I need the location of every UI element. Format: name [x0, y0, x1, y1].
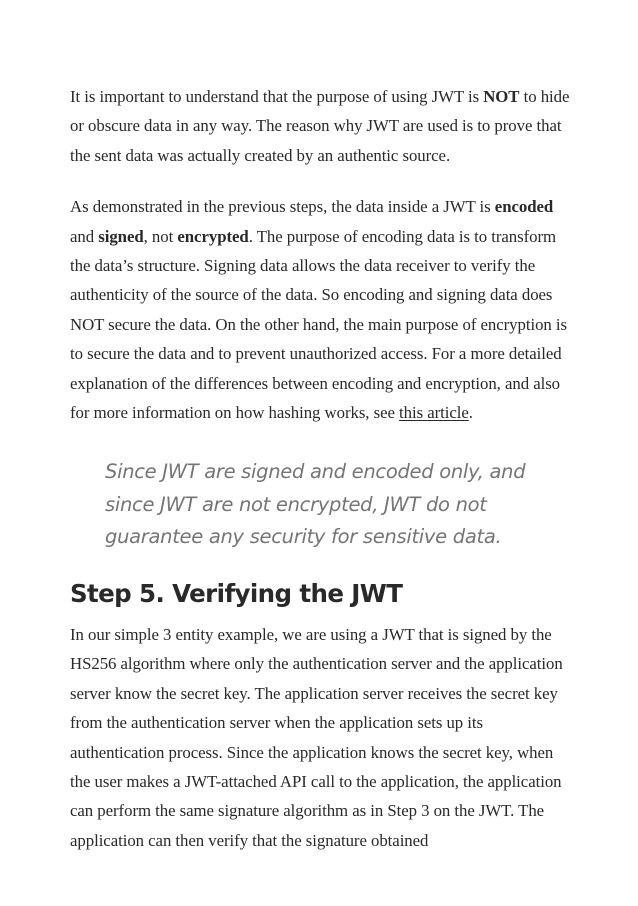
emphasis-signed: signed: [98, 226, 144, 246]
pull-quote: Since JWT are signed and encoded only, and since JWT are not encrypted, JWT do not guarantee any security for sensitive data.: [105, 460, 526, 549]
text: to hide or obscure data in any way. The reason why JWT are used is to prove that the sent data was actually created by an authentic source.: [70, 87, 570, 165]
text: .: [468, 403, 473, 423]
this-article-link[interactable]: this article: [399, 403, 469, 423]
section-heading: Step 5. Verifying the JWT: [70, 578, 403, 608]
emphasis-encoded: encoded: [494, 197, 554, 217]
paragraph-verifying-jwt: In our simple 3 entity example, we are using a JWT that is signed by the HS256 algorithm where only the authentication server and the application server know the secret key. The application server receives the secret key from the authentication server when the application sets up its authentication process. Since the application knows the secret key, when the user makes a JWT-attached API call to the application, the application can perform the same signature algorithm as in Step 3 on the JWT. The application can then verify that the signature obtained: [70, 624, 563, 850]
paragraph-encoding-vs-encryption: [70, 192, 575, 427]
emphasis-not: NOT: [483, 87, 520, 106]
text: As demonstrated in the previous steps, the data inside a JWT is: [70, 197, 495, 217]
text: . The purpose of encoding data is to transform the data’s structure. Signing data allows the data receiver to verify the authenticity of the source of the data. So encoding and signing data does NOT secure the data. On the other hand, the main purpose of encryption is to secure the data and to prevent unauthorized access. For a more detailed explanation of the differences between encoding and encryption, and also for more information on how hashing works, see: [70, 226, 568, 423]
paragraph-jwt-purpose: [70, 82, 575, 170]
text: It is important to understand that the purpose of using JWT is: [70, 87, 484, 106]
emphasis-encrypted: encrypted: [177, 226, 249, 246]
text: , not: [143, 226, 178, 246]
article-body: [70, 82, 575, 855]
text: and: [70, 226, 99, 246]
